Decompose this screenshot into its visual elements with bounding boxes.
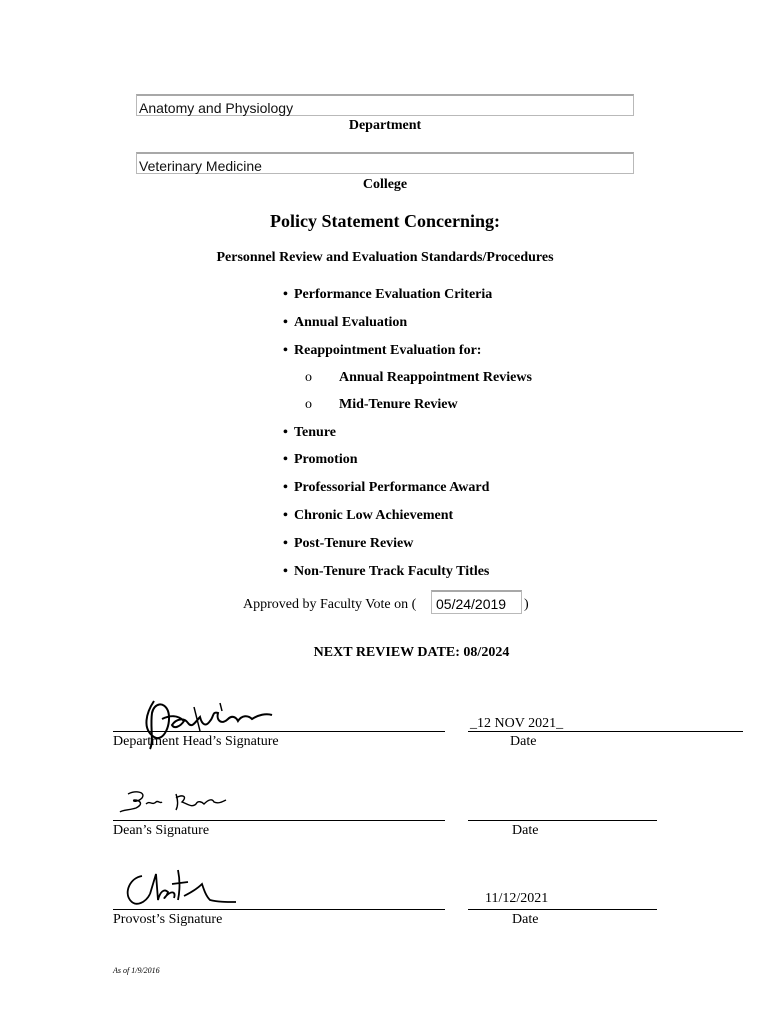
- department-head-date-line: [468, 731, 743, 732]
- provost-signature-label: Provost’s Signature: [113, 912, 223, 927]
- department-head-signature-label: Department Head’s Signature: [113, 734, 279, 749]
- list-item: • Performance Evaluation Criteria: [283, 287, 493, 302]
- bullet-icon: •: [283, 536, 288, 551]
- bullet-icon: •: [283, 287, 288, 302]
- provost-signature: [122, 866, 240, 912]
- approval-date-field[interactable]: [431, 590, 522, 614]
- sub-list-item: o Annual Reappointment Reviews: [305, 370, 532, 385]
- college-label: College: [362, 177, 408, 192]
- dean-signature: [118, 786, 230, 816]
- list-item: • Promotion: [283, 452, 358, 467]
- dean-date-label: Date: [512, 823, 539, 838]
- revision-date-footer: As of 1/9/2016: [113, 966, 160, 975]
- list-item: • Reappointment Evaluation for:: [283, 343, 482, 358]
- approval-text: Approved by Faculty Vote on (: [243, 597, 417, 612]
- list-item: • Post-Tenure Review: [283, 536, 414, 551]
- department-field[interactable]: [136, 94, 634, 116]
- bullet-icon: •: [283, 425, 288, 440]
- department-label: Department: [348, 118, 422, 133]
- bullet-icon: •: [283, 508, 288, 523]
- department-head-date-label: Date: [510, 734, 537, 749]
- policy-subtitle: Personnel Review and Evaluation Standards/Procedures: [216, 250, 554, 265]
- list-item: • Tenure: [283, 425, 337, 440]
- bullet-icon: •: [283, 315, 288, 330]
- approval-date-value: 05/24/2019: [436, 596, 507, 612]
- college-value: Veterinary Medicine: [139, 158, 262, 174]
- next-review-date: NEXT REVIEW DATE: 08/2024: [313, 645, 510, 660]
- department-head-signature-line: [113, 731, 445, 732]
- provost-date-line: [468, 909, 657, 910]
- provost-date-value: 11/12/2021: [485, 891, 549, 906]
- provost-signature-line: [113, 909, 445, 910]
- dean-signature-line: [113, 820, 445, 821]
- list-item: • Chronic Low Achievement: [283, 508, 454, 523]
- bullet-icon: •: [283, 452, 288, 467]
- bullet-icon: •: [283, 564, 288, 579]
- sub-list-item: o Mid-Tenure Review: [305, 397, 458, 412]
- college-field[interactable]: [136, 152, 634, 174]
- circle-bullet-icon: o: [305, 370, 312, 385]
- department-head-date-value: _12 NOV 2021_: [470, 716, 564, 731]
- list-item: • Professorial Performance Award: [283, 480, 490, 495]
- provost-date-label: Date: [512, 912, 539, 927]
- list-item: • Non-Tenure Track Faculty Titles: [283, 564, 490, 579]
- bullet-icon: •: [283, 480, 288, 495]
- policy-title: Policy Statement Concerning:: [270, 211, 500, 231]
- circle-bullet-icon: o: [305, 397, 312, 412]
- approval-close-paren: ): [524, 597, 529, 612]
- bullet-icon: •: [283, 343, 288, 358]
- department-value: Anatomy and Physiology: [139, 100, 294, 116]
- dean-signature-label: Dean’s Signature: [113, 823, 210, 838]
- list-item: • Annual Evaluation: [283, 315, 408, 330]
- dean-date-line: [468, 820, 657, 821]
